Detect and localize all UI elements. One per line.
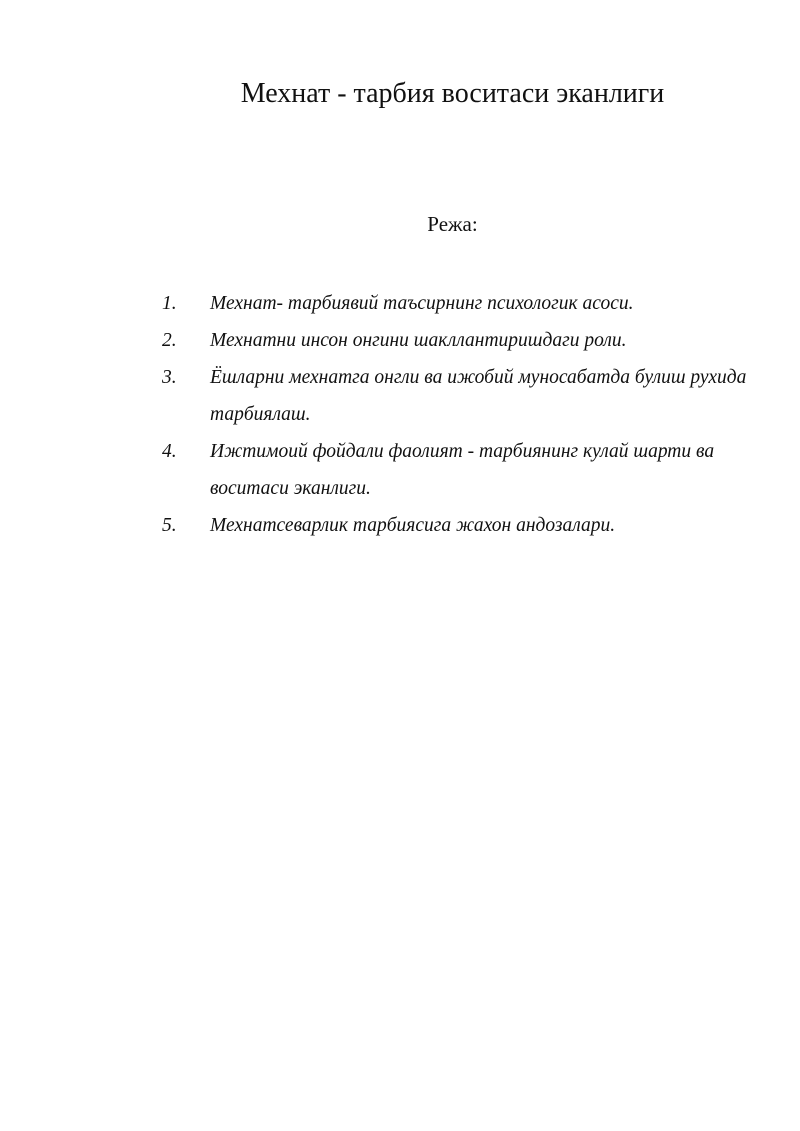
plan-item-number: 5. <box>162 515 177 536</box>
plan-item-text: Мехнатсеварлик тарбиясига жахон андозалари. <box>210 515 616 536</box>
plan-item-number: 4. <box>162 441 177 462</box>
plan-item-1 <box>162 285 762 322</box>
plan-item-2 <box>162 322 762 359</box>
document-title: Мехнат - тарбия воситаси эканлиги <box>240 78 665 109</box>
plan-item-text: Ёшларни мехнатга онгли ва ижобий муносабатда булиш рухида тарбиялаш. <box>210 367 747 425</box>
plan-item-number: 1. <box>162 293 177 314</box>
plan-item-number: 3. <box>162 367 177 388</box>
plan-item-4 <box>162 433 762 507</box>
plan-list <box>162 285 762 544</box>
plan-item-number: 2. <box>162 330 177 351</box>
plan-heading: Режа: <box>427 212 478 236</box>
plan-item-text: Ижтимоий фойдали фаолият - тарбиянинг кулай шарти ва воситаси эканлиги. <box>210 441 715 499</box>
plan-item-text: Мехнатни инсон онгини шакллантиришдаги роли. <box>210 330 627 351</box>
plan-item-text: Мехнат- тарбиявий таъсирнинг психологик асоси. <box>210 293 634 314</box>
plan-item-3 <box>162 359 762 433</box>
plan-item-5 <box>162 507 762 544</box>
